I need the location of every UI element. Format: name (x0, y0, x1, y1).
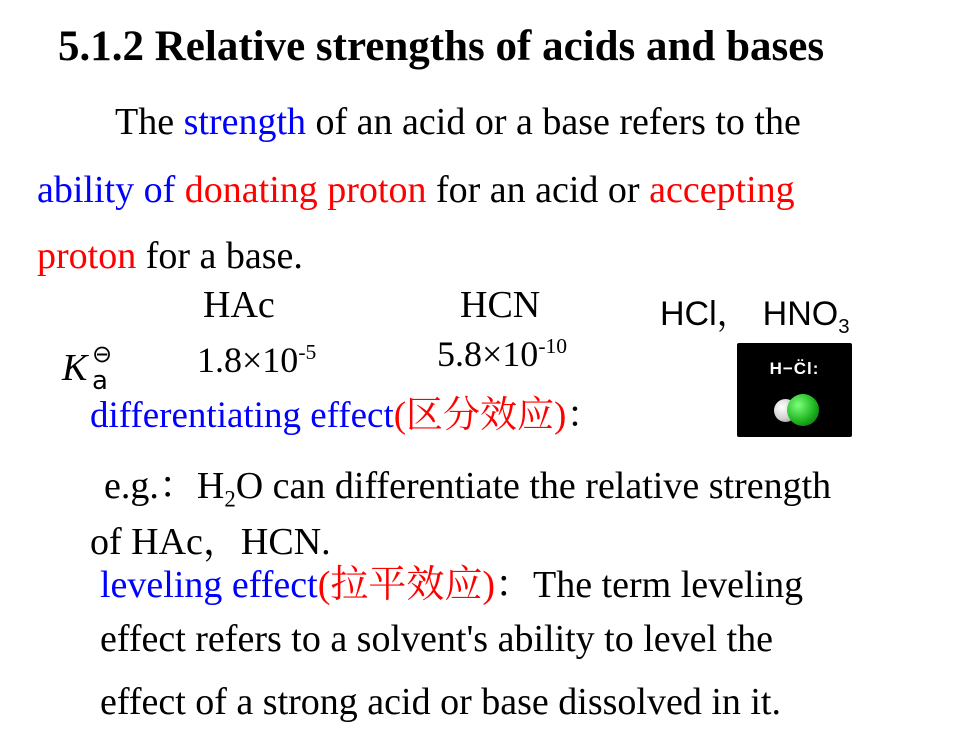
strong-acids-label: HCl， $HNO_3$ (660, 295, 850, 338)
example-line-1: e.g.：$H_2O$ can differentiate the relative strength (104, 465, 832, 512)
term-donating-proton: donating proton (184, 169, 427, 211)
term-proton: proton (37, 235, 137, 277)
example-line-2: of HAc，HCN. (90, 521, 331, 563)
ka-value-hcn: $5.8\times 10^{-10}$ (437, 334, 568, 374)
leveling-effect-line-3: effect of a strong acid or base dissolved in it. (100, 681, 781, 723)
standard-state-symbol: ⊖ (92, 340, 113, 368)
hcl-molecule-icon (737, 343, 852, 437)
intro-line-2: ability of donating proton for an acid or accepting (37, 169, 795, 211)
chlorine-atom-icon (787, 394, 819, 426)
intro-line-1: The strength of an acid or a base refers to the (115, 101, 801, 143)
term-accepting: accepting (649, 169, 795, 211)
lewis-structure-label: H−C̈l: (769, 359, 820, 378)
intro-line-3: proton for a base. (37, 235, 303, 277)
page-title: 5.1.2 Relative strengths of acids and bases (58, 23, 825, 70)
ka-symbol: K ⊖ a (62, 340, 113, 396)
ka-value-hac: $1.8\times 10^{-5}$ (197, 340, 317, 380)
acid-hcn-label: HCN (460, 284, 541, 326)
leveling-effect-line-2: effect refers to a solvent's ability to level the (100, 618, 774, 660)
acid-hac-label: HAc (203, 284, 275, 326)
term-strength: strength (183, 101, 307, 143)
differentiating-effect-heading: differentiating effect(区分效应)： (90, 395, 604, 436)
leveling-effect-line-1: leveling effect(拉平效应)：The term leveling (100, 564, 804, 606)
